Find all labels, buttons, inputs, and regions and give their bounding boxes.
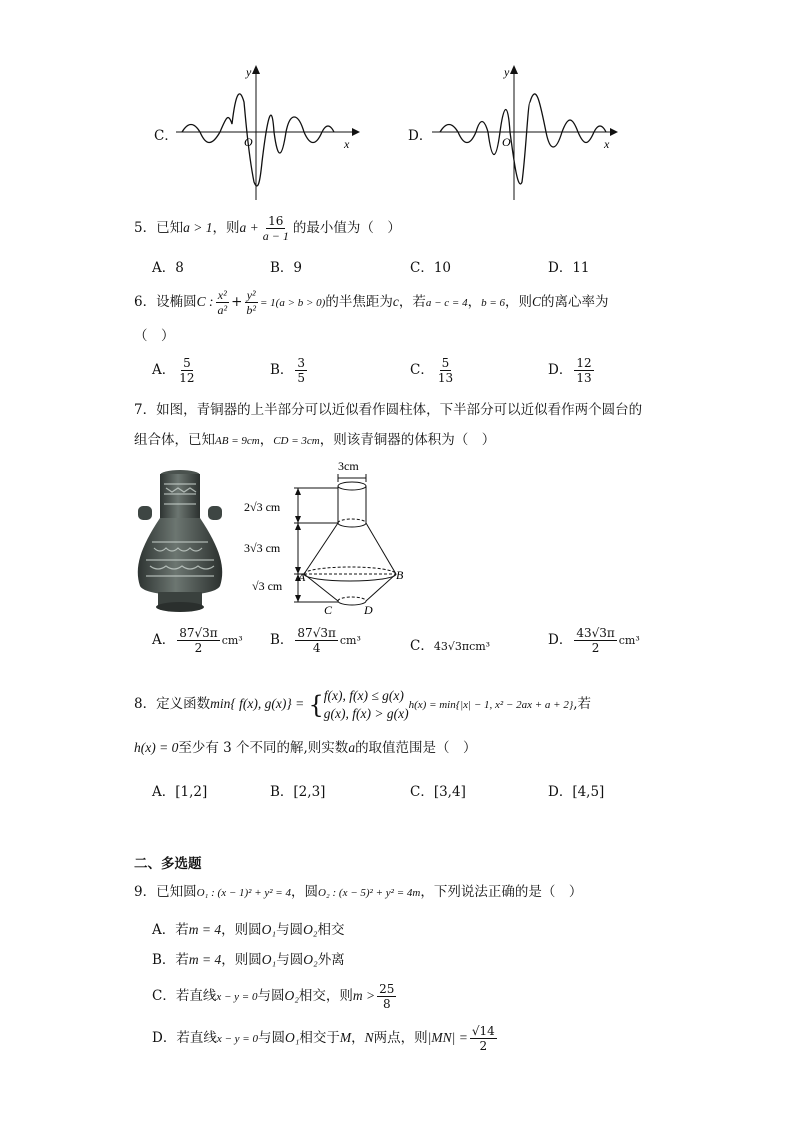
q5-num: 5．已知 — [134, 220, 184, 236]
q8-option-b: B．[2,3] — [270, 784, 326, 800]
q8-option-a: A．[1,2] — [152, 784, 208, 800]
q9-option-c: C．若直线x − y = 0与圆O₂相交，则m > $\frac{25}{8}$ — [152, 982, 395, 1011]
q7-line-2: 组合体，已知AB = 9cm，CD = 3cm，则该青铜器的体积为（ ） — [134, 432, 496, 448]
q7-option-c: C．43√3πcm³ — [410, 638, 491, 654]
graph-d-y: y — [504, 65, 510, 79]
q7-line-1: 7．如图，青铜器的上半部分可以近似看作圆柱体，下半部分可以近似看作两个圆台的 — [134, 402, 643, 418]
q5-expr: a + — [239, 220, 259, 235]
q5-tail: 的最小值为（ ） — [292, 220, 401, 236]
question-9: 9．已知圆O₁ : (x − 1)² + y² = 4，圆O₂ : (x − 5)² + y² = 4m，下列说法正确的是（ ） — [134, 884, 583, 900]
q5-option-a: A．8 — [152, 260, 184, 276]
graph-d-label: D． — [408, 128, 433, 144]
q6-option-b: B． $\frac{3}{5}$ — [270, 356, 306, 385]
graph-d-plot — [430, 62, 640, 202]
q8-option-c: C．[3,4] — [410, 784, 466, 800]
q8-line-2: h(x) = 0至少有 3 个不同的解,则实数a的取值范围是（ ） — [134, 740, 477, 756]
question-8: 8．定义函数min{ f(x), g(x)} = { f(x), f(x) ≤ g(x) g(x), f(x) > g(x) h(x) = min{|x| − 1, x² − 2ax + a + 2},若 — [134, 687, 592, 721]
q6-option-c: C． $\frac{5}{13}$ — [410, 356, 454, 385]
q5-frac: $\frac{16}{a - 1}$ — [262, 214, 289, 243]
graph-c-o: O — [244, 135, 253, 149]
fig-point-b: B — [396, 568, 404, 582]
q8-option-d: D．[4,5] — [548, 784, 605, 800]
q7-option-d: D． $\frac{43√3\pi}{2}$ cm³ — [548, 626, 640, 655]
graph-c-plot — [174, 62, 374, 202]
graph-d-x: x — [604, 137, 610, 151]
q5-cond: a > 1 — [183, 220, 213, 235]
bronze-vase-image — [132, 468, 228, 613]
fig-h1-label: 2√3 cm — [244, 500, 281, 514]
graph-d — [408, 62, 628, 202]
fig-h3-label: √3 cm — [252, 579, 283, 593]
q6-num: 6．设椭圆 — [134, 294, 197, 310]
fig-point-c: C — [324, 603, 333, 616]
q9-option-b: B．若m = 4，则圆O₁与圆O₂外离 — [152, 952, 345, 968]
q6-paren: （ ） — [134, 328, 175, 344]
question-6: 6．设椭圆C : $\frac{\text{x²}}{\text{a²}}$ + $\frac{\text{y²}}{\text{b²}}$ = 1(a > b > 0)的半焦距为c，若a − c = 4，b = 6，则C的离心率为 — [134, 288, 609, 317]
q9-option-d: D．若直线x − y = 0与圆O₁相交于M，N两点，则|MN| = $\frac{√14}{2}$ — [152, 1024, 495, 1053]
q5-mid: ，则 — [212, 220, 240, 236]
section-2-heading: 二、多选题 — [134, 856, 202, 872]
graph-c-y: y — [246, 65, 252, 79]
question-5 — [134, 214, 401, 243]
bronze-vase-diagram — [244, 456, 414, 616]
q5-option-d: D．11 — [548, 260, 590, 276]
q7-option-b: B． $\frac{87√3\pi}{4}$ cm³ — [270, 626, 361, 655]
graph-c-x: x — [344, 137, 350, 151]
fig-point-a: A — [298, 570, 306, 584]
q8-case-1: f(x), f(x) ≤ g(x) — [323, 687, 404, 703]
q6-option-d: D． $\frac{12}{13}$ — [548, 356, 592, 385]
graph-d-o: O — [502, 135, 511, 149]
q5-option-c: C．10 — [410, 260, 452, 276]
graph-c — [150, 62, 370, 202]
graph-c-label: C． — [154, 128, 178, 144]
q6-option-a: A． $\frac{5}{12}$ — [152, 356, 195, 385]
q8-case-2: g(x), f(x) > g(x) — [323, 705, 409, 721]
fig-point-d: D — [364, 603, 373, 616]
q5-option-b: B．9 — [270, 260, 303, 276]
fig-h2-label: 3√3 cm — [244, 541, 281, 555]
fig-top-label: 3cm — [338, 459, 359, 473]
q9-option-a: A．若m = 4，则圆O₁与圆O₂相交 — [152, 922, 345, 938]
q7-option-a: A． $\frac{87√3\pi}{2}$ cm³ — [152, 626, 243, 655]
